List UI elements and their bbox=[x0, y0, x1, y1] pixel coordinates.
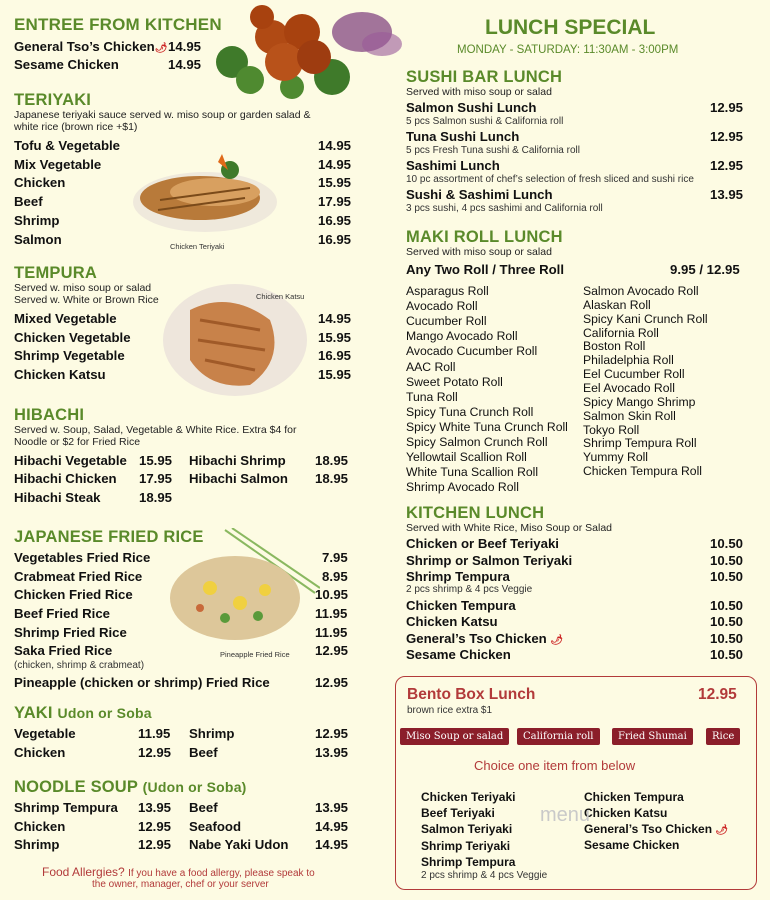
noodle-soup-heading: NOODLE SOUP (Udon or Soba) bbox=[14, 778, 247, 796]
menu-item: Chicken Tempura bbox=[406, 598, 516, 613]
yaki-heading: YAKI Udon or Soba bbox=[14, 704, 152, 722]
item-price: 10.50 bbox=[710, 536, 744, 551]
menu-item: Chicken bbox=[14, 175, 66, 190]
menu-item: Seafood bbox=[189, 819, 242, 834]
item-price: 11.95 bbox=[315, 625, 348, 640]
item-note: 2 pcs shrimp & 4 pcs Veggie bbox=[406, 584, 533, 595]
menu-item: Pineapple (chicken or shrimp) Fried Rice bbox=[14, 675, 270, 690]
bento-item: Chicken Tempura bbox=[584, 790, 684, 804]
menu-item: Beef bbox=[14, 194, 43, 209]
item-price: 12.95 bbox=[138, 837, 172, 852]
item-price: 13.95 bbox=[138, 800, 172, 815]
bento-item: Beef Teriyaki bbox=[421, 806, 495, 821]
roll-item: Avocado Roll bbox=[406, 299, 478, 314]
menu-item: Shrimp Tempura bbox=[406, 569, 510, 584]
roll-item: Philadelphia Roll bbox=[583, 353, 674, 368]
item-price: 15.95 bbox=[139, 453, 173, 468]
item-price: 14.95 bbox=[168, 57, 202, 72]
item-price: 10.50 bbox=[710, 631, 744, 646]
watermark: menu bbox=[540, 804, 591, 826]
bento-price: 12.95 bbox=[698, 686, 737, 703]
roll-item: Tuna Roll bbox=[406, 389, 458, 404]
item-price: 15.95 bbox=[318, 175, 352, 190]
menu-item: Hibachi Vegetable bbox=[14, 453, 127, 468]
item-price: 10.50 bbox=[710, 614, 744, 629]
item-price: 18.95 bbox=[139, 490, 173, 505]
chili-pepper-icon: 🌶 bbox=[154, 43, 168, 54]
roll-item: Spicy Kani Crunch Roll bbox=[583, 311, 708, 326]
item-price: 12.95 bbox=[710, 129, 744, 144]
menu-item: Sushi & Sashimi Lunch bbox=[406, 187, 553, 202]
item-price: 10.50 bbox=[710, 569, 744, 584]
menu-item: Chicken Katsu bbox=[406, 614, 498, 629]
item-price: 14.95 bbox=[318, 157, 352, 172]
item-price: 15.95 bbox=[318, 330, 352, 345]
item-price: 12.95 bbox=[138, 819, 172, 834]
roll-item: Salmon Skin Roll bbox=[583, 408, 676, 423]
item-price: 13.95 bbox=[710, 187, 744, 202]
menu-item: Hibachi Chicken bbox=[14, 471, 117, 486]
item-note: 5 pcs Salmon sushi & California roll bbox=[406, 116, 564, 127]
teriyaki-description: Japanese teriyaki sauce served w. miso soup or garden salad & white rice (brown rice +$1) bbox=[14, 109, 311, 133]
roll-item: Avocado Cucumber Roll bbox=[406, 344, 538, 359]
roll-item: Eel Cucumber Roll bbox=[583, 367, 685, 382]
bento-item: Shrimp Tempura bbox=[421, 854, 516, 869]
item-price: 13.95 bbox=[315, 745, 349, 760]
item-price: 12.95 bbox=[138, 745, 172, 760]
sushi-description: Served with miso soup or salad bbox=[406, 86, 552, 98]
photo-caption: Chicken Teriyaki bbox=[170, 242, 225, 251]
roll-item: Shrimp Tempura Roll bbox=[583, 436, 697, 451]
item-price: 12.95 bbox=[710, 158, 744, 173]
menu-item: Shrimp bbox=[14, 837, 60, 852]
menu-item: Chicken bbox=[14, 745, 66, 760]
allergy-notice: Food Allergies? If you have a food allergy, please speak to bbox=[42, 865, 315, 879]
roll-item: White Tuna Scallion Roll bbox=[406, 465, 539, 480]
item-price: 11.95 bbox=[138, 726, 171, 741]
item-price: 8.95 bbox=[322, 569, 348, 584]
roll-item: Alaskan Roll bbox=[583, 297, 651, 312]
roll-item: Yummy Roll bbox=[583, 450, 649, 465]
item-price: 12.95 bbox=[710, 100, 744, 115]
tempura-heading: TEMPURA bbox=[14, 264, 97, 282]
menu-item: Chicken Fried Rice bbox=[14, 587, 133, 602]
item-price: 12.95 bbox=[315, 675, 349, 690]
item-price: 14.95 bbox=[315, 819, 349, 834]
item-price: 7.95 bbox=[322, 550, 348, 565]
item-price: 9.95 / 12.95 bbox=[670, 262, 740, 277]
lunch-special-title: LUNCH SPECIAL bbox=[485, 16, 656, 39]
kitchen-description: Served with White Rice, Miso Soup or Salad bbox=[406, 522, 613, 534]
photo-caption: Pineapple Fried Rice bbox=[220, 650, 290, 659]
roll-item: Chicken Tempura Roll bbox=[583, 464, 702, 479]
menu-item: Vegetables Fried Rice bbox=[14, 550, 151, 565]
item-price: 15.95 bbox=[318, 367, 352, 382]
roll-item: Spicy Mango Shrimp bbox=[583, 394, 696, 409]
menu-item: Chicken or Beef Teriyaki bbox=[406, 536, 559, 551]
menu-item: Nabe Yaki Udon bbox=[189, 837, 289, 852]
item-note: (chicken, shrimp & crabmeat) bbox=[14, 660, 145, 671]
item-price: 10.50 bbox=[710, 553, 744, 568]
item-price: 16.95 bbox=[318, 213, 352, 228]
roll-item: Shrimp Avocado Roll bbox=[406, 480, 519, 495]
menu-item: Shrimp bbox=[189, 726, 235, 741]
menu-item: Saka Fried Rice bbox=[14, 643, 113, 658]
item-price: 17.95 bbox=[139, 471, 173, 486]
menu-item: Beef Fried Rice bbox=[14, 606, 111, 621]
menu-item: Vegetable bbox=[14, 726, 76, 741]
item-price: 14.95 bbox=[315, 837, 349, 852]
item-note: 5 pcs Fresh Tuna sushi & California roll bbox=[406, 145, 580, 156]
menu-item: Crabmeat Fried Rice bbox=[14, 569, 143, 584]
maki-description: Served with miso soup or salad bbox=[406, 246, 552, 258]
chili-pepper-icon: 🌶 bbox=[715, 825, 729, 836]
item-price: 10.95 bbox=[315, 587, 349, 602]
teriyaki-heading: TERIYAKI bbox=[14, 91, 92, 109]
roll-item: AAC Roll bbox=[406, 359, 456, 374]
menu-item: General’s Tso Chicken 🌶 bbox=[406, 631, 564, 646]
menu-item: Chicken bbox=[14, 819, 66, 834]
roll-item: Asparagus Roll bbox=[406, 284, 489, 298]
menu-item: Sesame Chicken bbox=[406, 647, 511, 662]
bento-item: Sesame Chicken bbox=[584, 838, 680, 852]
item-price: 18.95 bbox=[315, 471, 349, 486]
bento-tag: Rice bbox=[706, 728, 740, 745]
item-price: 10.50 bbox=[710, 598, 744, 613]
hibachi-heading: HIBACHI bbox=[14, 406, 85, 424]
item-note: 2 pcs shrimp & 4 pcs Veggie bbox=[421, 870, 548, 881]
roll-item: Mango Avocado Roll bbox=[406, 329, 518, 344]
menu-item: Shrimp Fried Rice bbox=[14, 625, 127, 640]
chicken-teriyaki-photo bbox=[130, 140, 290, 240]
menu-item: General Tso’s Chicken🌶 bbox=[14, 39, 168, 54]
menu-item: Shrimp bbox=[14, 213, 60, 228]
menu-item: Any Two Roll / Three Roll bbox=[406, 262, 565, 277]
menu-item: Mixed Vegetable bbox=[14, 311, 117, 326]
item-price: 18.95 bbox=[315, 453, 349, 468]
menu-item: Shrimp or Salmon Teriyaki bbox=[406, 553, 573, 568]
item-price: 16.95 bbox=[318, 232, 352, 247]
entree-heading: ENTREE FROM KITCHEN bbox=[14, 15, 222, 34]
menu-item: Hibachi Salmon bbox=[189, 471, 288, 486]
bento-item: Chicken Katsu bbox=[584, 806, 668, 820]
bento-tag: Fried Shumai bbox=[612, 728, 693, 745]
allergy-notice-line2: the owner, manager, chef or your server bbox=[92, 879, 269, 890]
hibachi-description: Served w. Soup, Salad, Vegetable & White Rice. Extra $4 for Noodle or $2 for Fried Rice bbox=[14, 424, 297, 448]
bento-tag: California roll bbox=[517, 728, 600, 745]
menu-item: Beef bbox=[189, 800, 218, 815]
roll-item: Sweet Potato Roll bbox=[406, 374, 503, 389]
roll-item: Yellowtail Scallion Roll bbox=[406, 450, 527, 465]
roll-item: Boston Roll bbox=[583, 339, 646, 354]
bento-tag: Miso Soup or salad bbox=[400, 728, 509, 745]
sushi-bar-heading: SUSHI BAR LUNCH bbox=[406, 68, 563, 86]
bento-item: General’s Tso Chicken 🌶 bbox=[584, 822, 729, 836]
item-price: 11.95 bbox=[315, 606, 348, 621]
item-price: 14.95 bbox=[318, 311, 352, 326]
item-price: 14.95 bbox=[168, 39, 202, 54]
roll-item: Spicy Tuna Crunch Roll bbox=[406, 404, 534, 419]
menu-item: Tuna Sushi Lunch bbox=[406, 129, 520, 144]
item-price: 13.95 bbox=[315, 800, 349, 815]
pineapple-fried-rice-photo bbox=[170, 528, 320, 648]
roll-item: California Roll bbox=[583, 325, 659, 340]
menu-item: Chicken Katsu bbox=[14, 367, 106, 382]
maki-roll-heading: MAKI ROLL LUNCH bbox=[406, 228, 563, 246]
fried-rice-heading: JAPANESE FRIED RICE bbox=[14, 528, 204, 546]
roll-item: Tokyo Roll bbox=[583, 422, 640, 437]
menu-item: Hibachi Steak bbox=[14, 490, 101, 505]
roll-item: Spicy White Tuna Crunch Roll bbox=[406, 419, 568, 434]
tempura-description: Served w. White or Brown Rice bbox=[14, 294, 159, 306]
kitchen-lunch-heading: KITCHEN LUNCH bbox=[406, 504, 545, 522]
item-price: 12.95 bbox=[315, 726, 349, 741]
menu-item: Chicken Vegetable bbox=[14, 330, 131, 345]
general-tso-photo bbox=[212, 2, 402, 102]
menu-item: Beef bbox=[189, 745, 218, 760]
tempura-description: Served w. miso soup or salad bbox=[14, 282, 152, 294]
menu-item: Mix Vegetable bbox=[14, 157, 102, 172]
roll-item: Salmon Avocado Roll bbox=[583, 284, 699, 298]
chili-pepper-icon: 🌶 bbox=[550, 635, 564, 646]
item-price: 16.95 bbox=[318, 348, 352, 363]
roll-item: Spicy Salmon Crunch Roll bbox=[406, 435, 548, 449]
menu-item: Hibachi Shrimp bbox=[189, 453, 286, 468]
menu-item: Shrimp Tempura bbox=[14, 800, 118, 815]
menu-item: Salmon Sushi Lunch bbox=[406, 100, 537, 115]
item-price: 14.95 bbox=[318, 138, 352, 153]
item-note: 3 pcs sushi, 4 pcs sashimi and California roll bbox=[406, 203, 603, 214]
bento-choice: Choice one item from below bbox=[474, 758, 636, 773]
roll-item: Eel Avocado Roll bbox=[583, 380, 675, 395]
bento-item: Chicken Teriyaki bbox=[421, 790, 516, 804]
roll-item: Cucumber Roll bbox=[406, 314, 487, 329]
photo-caption: Chicken Katsu bbox=[256, 292, 305, 301]
lunch-hours: MONDAY - SATURDAY: 11:30AM - 3:00PM bbox=[457, 44, 679, 56]
menu-item: Salmon bbox=[14, 232, 62, 247]
item-note: 10 pc assortment of chef’s selection of fresh sliced and sushi rice bbox=[406, 174, 694, 185]
menu-item: Tofu & Vegetable bbox=[14, 138, 121, 153]
menu-item: Shrimp Vegetable bbox=[14, 348, 125, 363]
bento-title: Bento Box Lunch bbox=[407, 686, 536, 703]
menu-item: Sesame Chicken bbox=[14, 57, 119, 72]
menu-item: Sashimi Lunch bbox=[406, 158, 500, 173]
bento-item: Salmon Teriyaki bbox=[421, 822, 513, 837]
bento-note: brown rice extra $1 bbox=[407, 705, 493, 716]
bento-item: Shrimp Teriyaki bbox=[421, 838, 511, 853]
item-price: 17.95 bbox=[318, 194, 352, 209]
item-price: 12.95 bbox=[315, 643, 349, 658]
item-price: 10.50 bbox=[710, 647, 744, 662]
